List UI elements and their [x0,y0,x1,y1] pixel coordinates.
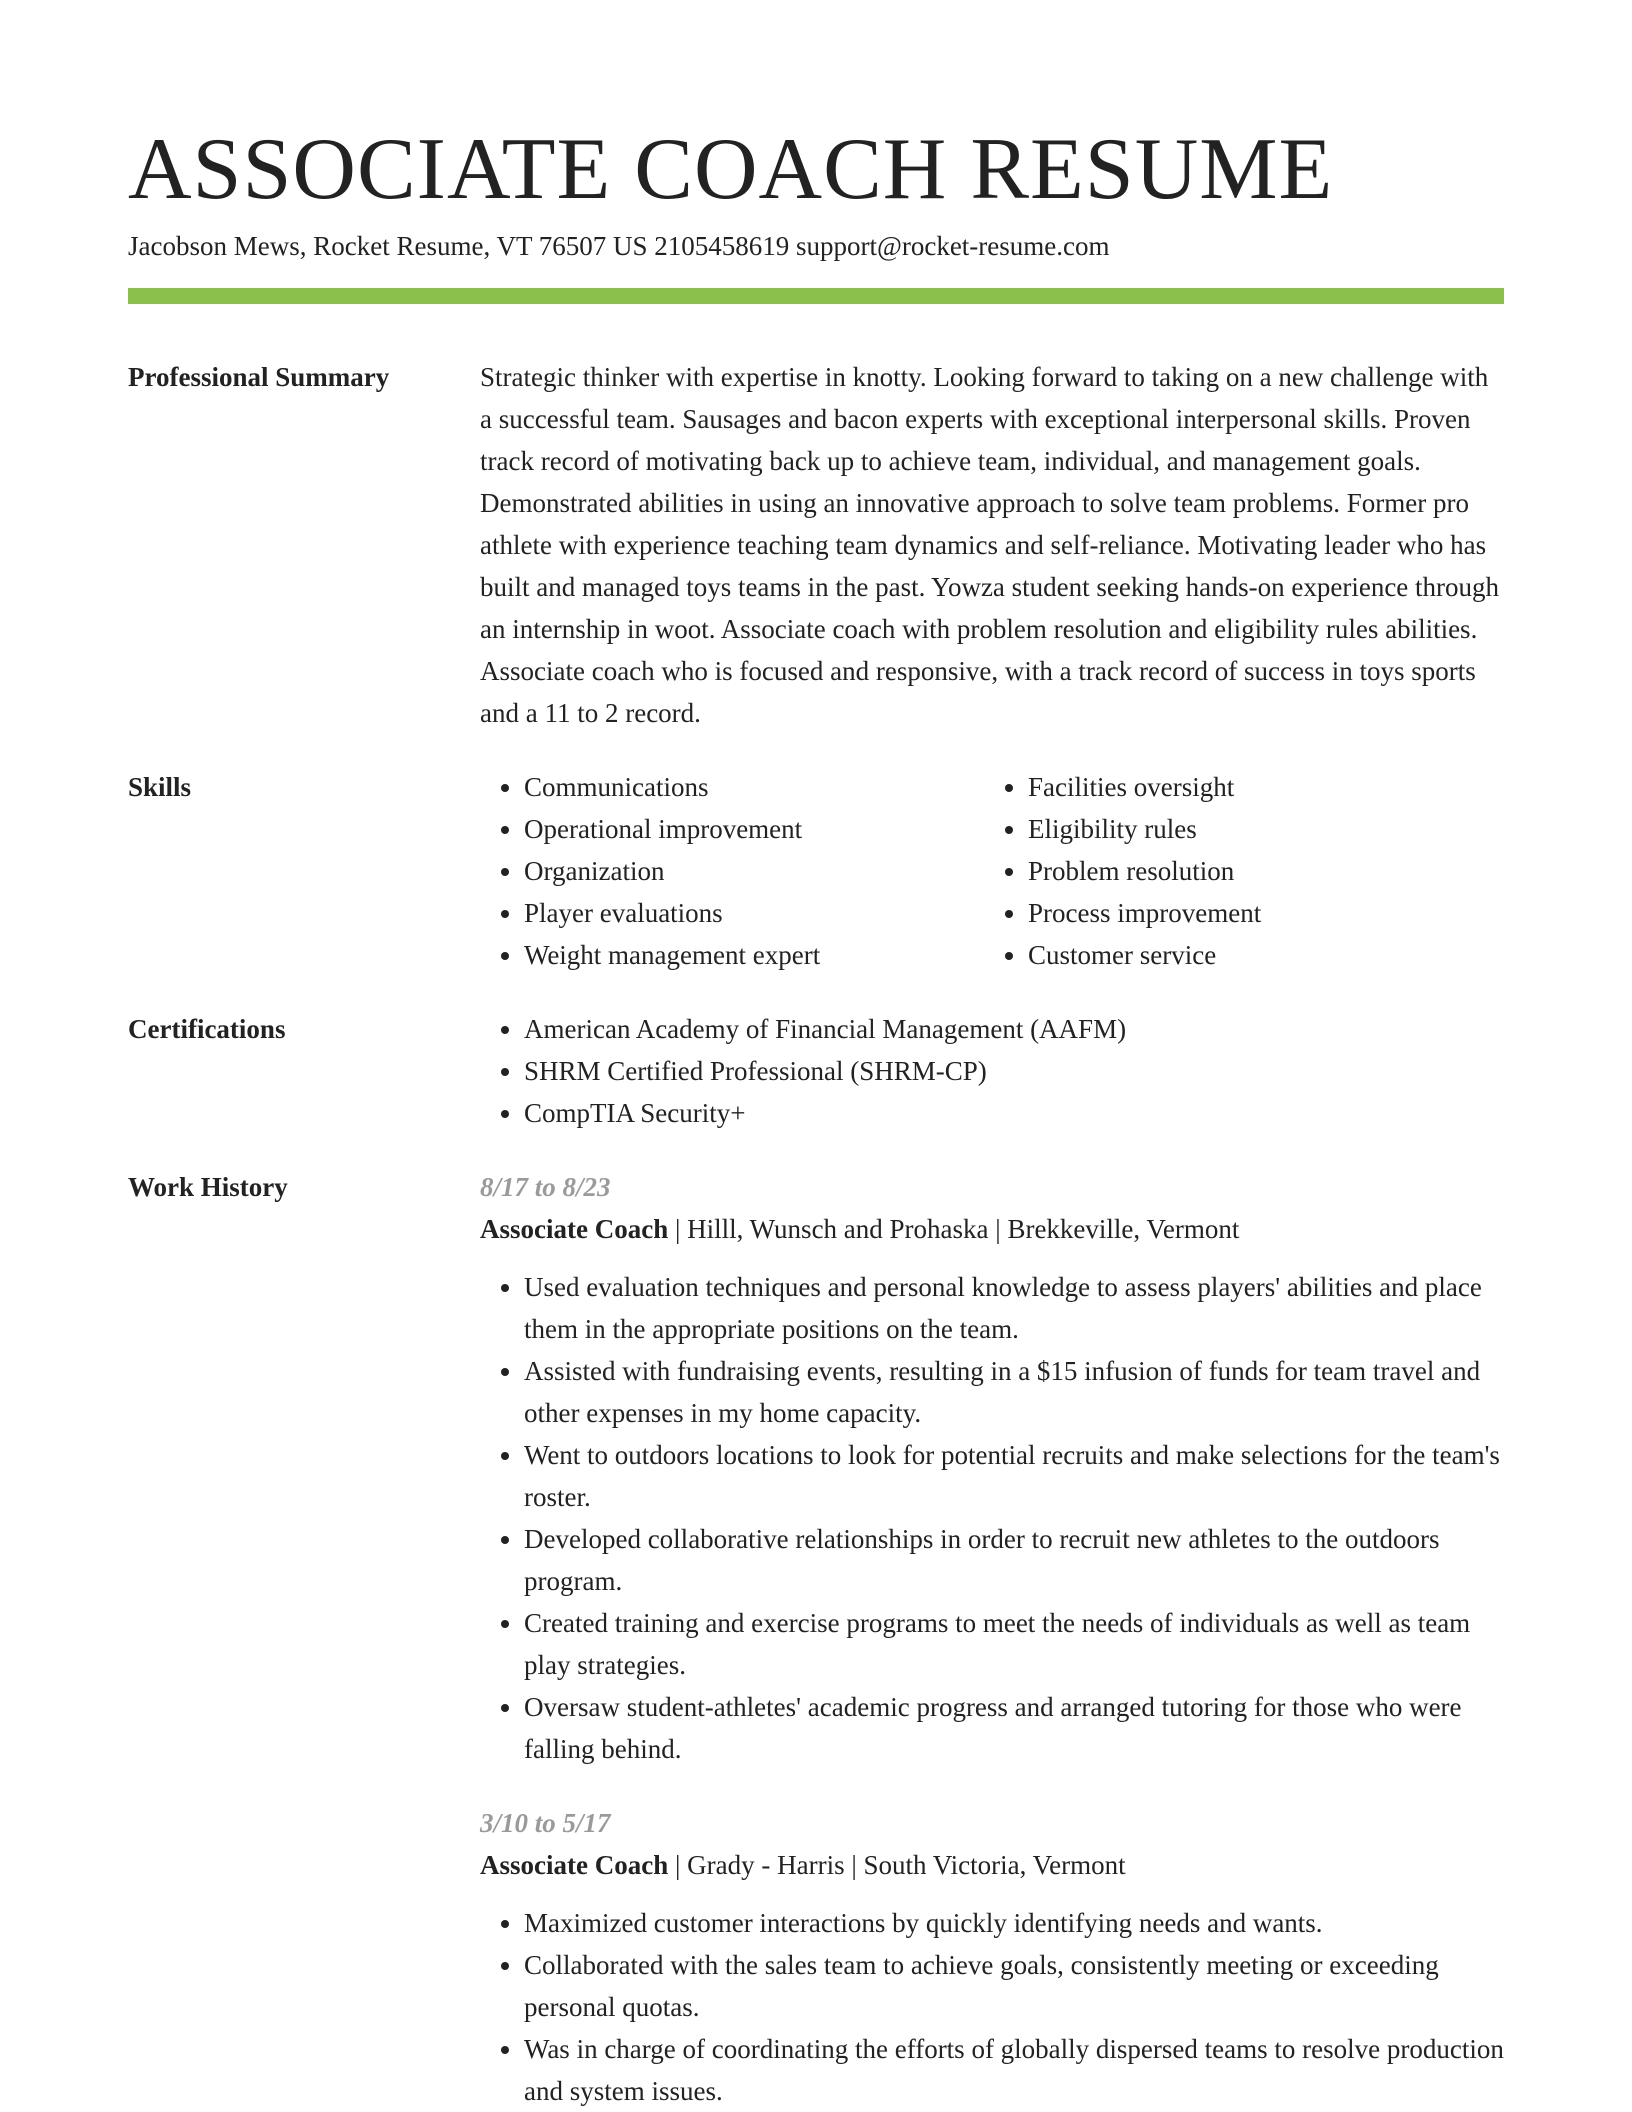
skill-item: • Process improvement [1028,892,1504,934]
skill-item: • Facilities oversight [1028,766,1504,808]
job-entry [480,1802,1504,2112]
certification-item: • American Academy of Financial Management (AAFM) [524,1008,1504,1050]
job-entry [480,1166,1504,1770]
summary-text: Strategic thinker with expertise in knotty. Looking forward to taking on a new challenge with a successful team. Sausages and bacon experts with exceptional interpersonal skills. Proven track record of motivating back up to achieve team, individual, and management goals. Demonstrated abilities in using an innovative approach to solve team problems. Former pro athlete with experience teaching team dynamics and self-reliance. Motivating leader who has built and managed toys teams in the past. Yowza student seeking hands-on experience through an internship in woot. Associate coach with problem resolution and eligibility rules abilities. Associate coach who is focused and responsive, with a track record of success in toys sports and a 11 to 2 record. [480,362,1500,728]
job-company: Grady - Harris [687,1850,845,1880]
resume-title: ASSOCIATE COACH RESUME [128,121,1334,218]
skill-item: • Player evaluations [524,892,984,934]
skills-column-left [480,766,984,976]
skill-item: • Communications [524,766,984,808]
section-label-skills: Skills [128,772,192,802]
resume-page [128,118,1504,2112]
job-dates: 8/17 to 8/23 [480,1172,611,1202]
skill-item: • Operational improvement [524,808,984,850]
section-certifications [128,1008,1504,1134]
skills-list-left [480,766,984,976]
separator: | [844,1850,864,1880]
job-heading [480,1844,1504,1886]
skill-item: • Customer service [1028,934,1504,976]
job-bullet: • Oversaw student-athletes' academic progress and arranged tutoring for those who were falling behind. [524,1686,1504,1770]
skills-list-right [984,766,1504,976]
job-company: Hilll, Wunsch and Prohaska [687,1214,989,1244]
separator: | [988,1214,1008,1244]
section-label-certifications: Certifications [128,1014,286,1044]
separator: | [668,1214,688,1244]
job-location: Brekkeville, Vermont [1007,1214,1240,1244]
work-history-body [480,1166,1504,2112]
skill-item: • Weight management expert [524,934,984,976]
section-work-history [128,1166,1504,2112]
job-heading [480,1208,1504,1250]
job-bullet: • Was in charge of coordinating the efforts of globally dispersed teams to resolve production and system issues. [524,2028,1504,2112]
job-title: Associate Coach [480,1214,669,1244]
contact-line: Jacobson Mews, Rocket Resume, VT 76507 US 2105458619 support@rocket-resume.com [128,231,1110,261]
section-professional-summary [128,356,1504,734]
job-bullets [480,1902,1504,2112]
certification-item: • CompTIA Security+ [524,1092,1504,1134]
separator: | [668,1850,688,1880]
job-bullets [480,1266,1504,1770]
job-location: South Victoria, Vermont [863,1850,1126,1880]
skills-column-right [984,766,1504,976]
certifications-list [480,1008,1504,1134]
job-bullet: • Created training and exercise programs to meet the needs of individuals as well as team play strategies. [524,1602,1504,1686]
certifications-body [480,1008,1504,1134]
job-bullet: • Collaborated with the sales team to achieve goals, consistently meeting or exceeding personal quotas. [524,1944,1504,2028]
job-bullet: • Used evaluation techniques and personal knowledge to assess players' abilities and place them in the appropriate positions on the team. [524,1266,1504,1350]
certification-item: • SHRM Certified Professional (SHRM-CP) [524,1050,1504,1092]
job-title: Associate Coach [480,1850,669,1880]
section-skills [128,766,1504,976]
skill-item: • Eligibility rules [1028,808,1504,850]
job-dates: 3/10 to 5/17 [480,1808,611,1838]
skill-item: • Problem resolution [1028,850,1504,892]
skills-grid [480,766,1504,976]
job-bullet: • Maximized customer interactions by quickly identifying needs and wants. [524,1902,1504,1944]
section-label-work-history: Work History [128,1172,288,1202]
job-bullet: • Developed collaborative relationships in order to recruit new athletes to the outdoors program. [524,1518,1504,1602]
job-bullet: • Went to outdoors locations to look for potential recruits and make selections for the team's roster. [524,1434,1504,1518]
section-label-summary: Professional Summary [128,362,390,392]
accent-divider [128,288,1504,304]
skill-item: • Organization [524,850,984,892]
job-bullet: • Assisted with fundraising events, resulting in a $15 infusion of funds for team travel and other expenses in my home capacity. [524,1350,1504,1434]
skills-body [480,766,1504,976]
